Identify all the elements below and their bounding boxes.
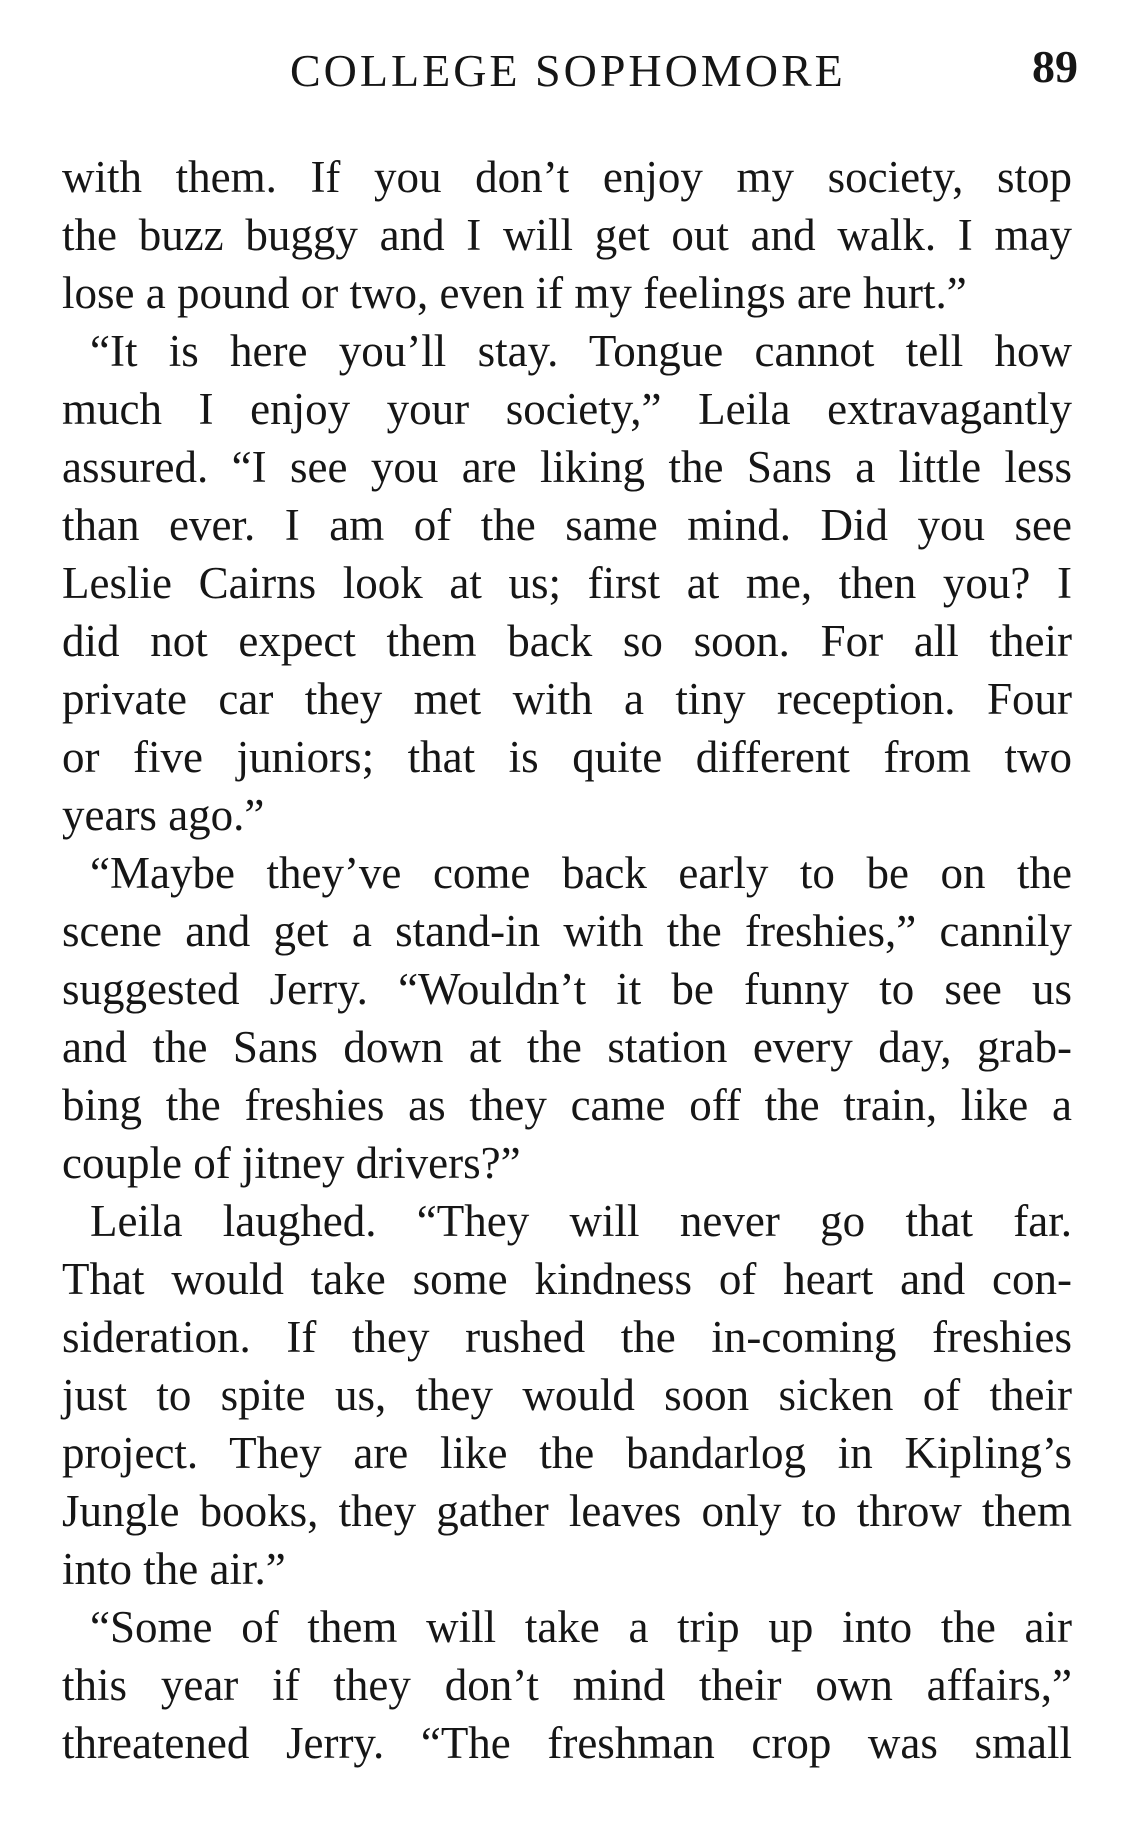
text-line: “It is here you’ll stay. Tongue cannot tell how bbox=[90, 326, 1072, 376]
text-line: much I enjoy your society,” Leila extravagantly bbox=[62, 384, 1072, 434]
text-line: into the air.” bbox=[62, 1544, 286, 1594]
text-line: threatened Jerry. “The freshman crop was small bbox=[62, 1718, 1072, 1768]
text-line: just to spite us, they would soon sicken of their bbox=[62, 1370, 1072, 1420]
text-line: or five juniors; that is quite different from two bbox=[62, 732, 1072, 782]
text-line: did not expect them back so soon. For all their bbox=[62, 616, 1072, 666]
text-line: scene and get a stand-in with the freshies,” cannily bbox=[62, 906, 1072, 956]
text-line: years ago.” bbox=[62, 790, 265, 840]
text-line: sideration. If they rushed the in-coming freshies bbox=[62, 1312, 1072, 1362]
body-text bbox=[62, 148, 1072, 1772]
text-line: this year if they don’t mind their own affairs,” bbox=[62, 1660, 1072, 1710]
text-line: That would take some kindness of heart and con- bbox=[62, 1254, 1072, 1304]
text-line: the buzz buggy and I will get out and walk. I may bbox=[62, 210, 1072, 260]
text-line: and the Sans down at the station every day, grab- bbox=[62, 1022, 1072, 1072]
running-head: COLLEGE SOPHOMORE bbox=[290, 45, 846, 96]
text-line: “Maybe they’ve come back early to be on the bbox=[90, 848, 1072, 898]
text-line: suggested Jerry. “Wouldn’t it be funny to see us bbox=[62, 964, 1072, 1014]
text-line: couple of jitney drivers?” bbox=[62, 1138, 521, 1188]
text-line: project. They are like the bandarlog in Kipling’s bbox=[62, 1428, 1072, 1478]
text-line: bing the freshies as they came off the train, like a bbox=[62, 1080, 1072, 1130]
text-line: “Some of them will take a trip up into the air bbox=[90, 1602, 1072, 1652]
text-line: Leila laughed. “They will never go that far. bbox=[90, 1196, 1072, 1246]
text-line: lose a pound or two, even if my feelings are hurt.” bbox=[62, 268, 967, 318]
text-line: with them. If you don’t enjoy my society, stop bbox=[62, 152, 1072, 202]
text-line: Jungle books, they gather leaves only to throw them bbox=[62, 1486, 1072, 1536]
text-line: private car they met with a tiny reception. Four bbox=[62, 674, 1072, 724]
text-line: than ever. I am of the same mind. Did you see bbox=[62, 500, 1072, 550]
text-line: assured. “I see you are liking the Sans a little less bbox=[62, 442, 1072, 492]
page-number: 89 bbox=[1032, 41, 1078, 92]
text-line: Leslie Cairns look at us; first at me, then you? I bbox=[62, 558, 1072, 608]
